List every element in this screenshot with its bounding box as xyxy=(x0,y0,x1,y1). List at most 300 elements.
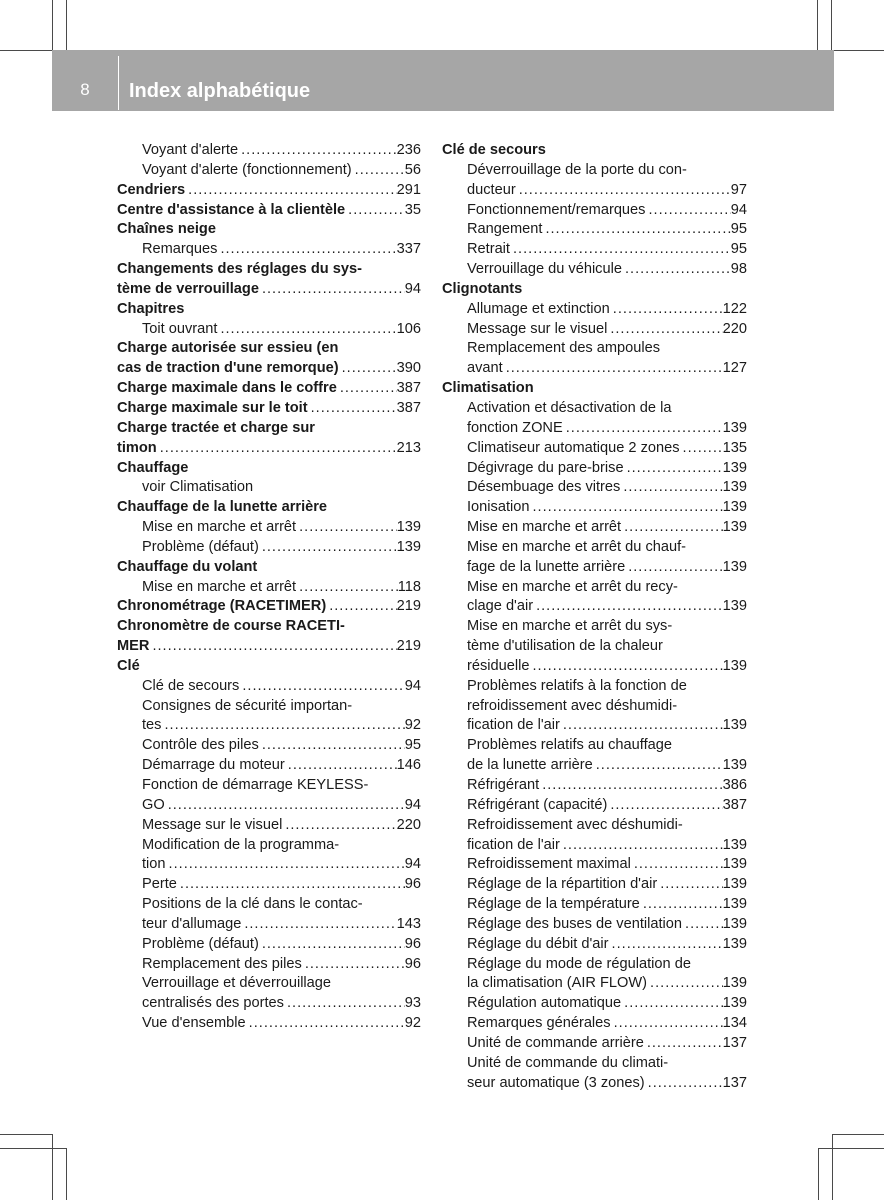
index-entry xyxy=(117,697,421,717)
index-entry xyxy=(117,955,421,975)
dot-leader xyxy=(339,359,397,379)
page-reference[interactable]: 94 xyxy=(404,796,421,813)
page-reference[interactable]: 139 xyxy=(722,419,747,436)
dot-leader xyxy=(593,756,723,776)
entry-text: Problèmes relatifs au chauffage xyxy=(467,737,672,754)
page-title: Index alphabétique xyxy=(129,80,311,102)
index-entry xyxy=(117,875,421,895)
index-entry xyxy=(117,399,421,419)
entry-text: Clignotants xyxy=(442,280,523,297)
index-entry xyxy=(442,339,747,359)
index-entry xyxy=(117,498,421,518)
index-column-left xyxy=(117,141,421,1034)
page-reference[interactable]: 97 xyxy=(730,181,747,198)
index-entry xyxy=(442,955,747,975)
index-entry xyxy=(117,836,421,856)
dot-leader xyxy=(239,677,404,697)
index-entry xyxy=(442,716,747,736)
page-reference[interactable]: 139 xyxy=(722,657,747,674)
dot-leader xyxy=(259,538,397,558)
dot-leader xyxy=(296,518,397,538)
index-entry xyxy=(117,855,421,875)
entry-text: Contrôle des piles xyxy=(142,737,259,754)
entry-text: Refroidissement maximal xyxy=(467,856,631,873)
index-entry xyxy=(442,459,747,479)
dot-leader xyxy=(682,915,723,935)
index-entry xyxy=(442,518,747,538)
index-entry xyxy=(442,260,747,280)
entry-text: Démarrage du moteur xyxy=(142,757,285,774)
index-entry xyxy=(117,935,421,955)
entry-text: Déverrouillage de la porte du con- xyxy=(467,161,687,178)
dot-leader xyxy=(285,756,397,776)
entry-text: Voyant d'alerte (fonctionnement) xyxy=(142,161,352,178)
index-entry xyxy=(117,816,421,836)
index-entry xyxy=(117,220,421,240)
entry-text: Positions de la clé dans le contac- xyxy=(142,896,363,913)
entry-text: Allumage et extinction xyxy=(467,300,610,317)
entry-text: Réglage du débit d'air xyxy=(467,935,609,952)
page-reference[interactable]: 35 xyxy=(404,201,421,218)
index-entry xyxy=(117,895,421,915)
page-reference[interactable]: 390 xyxy=(396,360,421,377)
entry-text: Verrouillage et déverrouillage xyxy=(142,975,332,992)
dot-leader xyxy=(645,1074,723,1094)
index-entry xyxy=(442,915,747,935)
page-reference[interactable]: 106 xyxy=(396,320,421,337)
crop-mark xyxy=(818,1148,819,1200)
dot-leader xyxy=(516,181,731,201)
page-reference[interactable]: 94 xyxy=(404,856,421,873)
crop-mark xyxy=(0,1134,52,1135)
page-reference[interactable]: 95 xyxy=(404,737,421,754)
entry-text: Climatisation xyxy=(442,380,534,397)
page-reference[interactable]: 56 xyxy=(404,161,421,178)
page-reference[interactable]: 337 xyxy=(396,241,421,258)
index-entry xyxy=(442,1014,747,1034)
dot-leader xyxy=(259,935,405,955)
dot-leader xyxy=(345,201,405,221)
index-entry xyxy=(117,518,421,538)
page-reference[interactable]: 219 xyxy=(396,638,421,655)
page-reference[interactable]: 146 xyxy=(396,757,421,774)
index-entry xyxy=(442,697,747,717)
entry-text: Remarques générales xyxy=(467,1015,611,1032)
dot-leader xyxy=(510,240,731,260)
entry-text: Réfrigérant (capacité) xyxy=(467,796,608,813)
index-entry xyxy=(117,260,421,280)
entry-text: Remarques xyxy=(142,241,218,258)
page-reference[interactable]: 139 xyxy=(722,935,747,952)
entry-text: Chauffage de la lunette arrière xyxy=(117,499,328,516)
index-entry xyxy=(442,181,747,201)
index-entry xyxy=(117,597,421,617)
entry-text: tème d'utilisation de la chaleur xyxy=(467,638,663,655)
entry-text: Perte xyxy=(142,876,177,893)
dot-leader xyxy=(326,597,396,617)
page-reference[interactable]: 92 xyxy=(404,717,421,734)
index-entry xyxy=(117,657,421,677)
index-entry xyxy=(117,201,421,221)
entry-text: Clé de secours xyxy=(142,677,240,694)
index-entry xyxy=(442,478,747,498)
entry-text: Réglage de la température xyxy=(467,896,640,913)
index-entry xyxy=(442,935,747,955)
index-entry xyxy=(117,300,421,320)
index-entry xyxy=(117,1014,421,1034)
entry-text: avant xyxy=(467,360,503,377)
dot-leader xyxy=(624,459,723,479)
page-reference[interactable]: 139 xyxy=(722,757,747,774)
entry-text: Réfrigérant xyxy=(467,777,540,793)
dot-leader xyxy=(657,875,722,895)
dot-leader xyxy=(217,320,396,340)
index-entry xyxy=(117,181,421,201)
page-reference[interactable]: 139 xyxy=(722,995,747,1012)
index-entry xyxy=(117,756,421,776)
index-entry xyxy=(442,320,747,340)
page-reference[interactable]: 139 xyxy=(722,856,747,873)
dot-leader xyxy=(259,736,405,756)
entry-text: Chronomètre de course RACETI- xyxy=(117,618,345,635)
dot-leader xyxy=(625,558,722,578)
crop-mark xyxy=(817,0,818,50)
dot-leader xyxy=(560,716,723,736)
index-entry xyxy=(117,538,421,558)
entry-text: GO xyxy=(142,796,165,813)
page-reference[interactable]: 127 xyxy=(722,360,747,377)
dot-leader xyxy=(282,816,396,836)
entry-text: Chauffage du volant xyxy=(117,558,258,575)
index-entry xyxy=(117,776,421,796)
entry-text: Mise en marche et arrêt xyxy=(142,519,297,536)
index-entry xyxy=(442,161,747,181)
entry-text: Changements des réglages du sys- xyxy=(117,261,362,278)
entry-text: Chapitres xyxy=(117,300,185,317)
index-entry xyxy=(117,141,421,161)
entry-text: Mise en marche et arrêt du recy- xyxy=(467,578,678,595)
entry-text: Mise en marche et arrêt xyxy=(467,519,622,536)
page-reference[interactable]: 93 xyxy=(404,995,421,1012)
page-reference[interactable]: 122 xyxy=(722,300,747,317)
page-reference[interactable]: 139 xyxy=(396,538,421,555)
page-reference[interactable]: 139 xyxy=(722,915,747,932)
entry-text: Remplacement des ampoules xyxy=(467,340,661,357)
dot-leader xyxy=(284,994,405,1014)
index-entry xyxy=(442,439,747,459)
entry-text: Dégivrage du pare-brise xyxy=(467,459,624,476)
dot-leader xyxy=(238,141,397,161)
index-column-right xyxy=(442,141,747,1094)
index-entry xyxy=(117,736,421,756)
index-entry xyxy=(442,141,747,161)
page-reference[interactable]: 134 xyxy=(722,1015,747,1032)
index-entry xyxy=(442,756,747,776)
entry-text: clage d'air xyxy=(467,598,534,615)
entry-text: Problèmes relatifs à la fonction de xyxy=(467,677,687,694)
entry-text: Toit ouvrant xyxy=(142,320,218,337)
crop-mark xyxy=(818,1148,884,1149)
entry-text: Charge maximale sur le toit xyxy=(117,399,308,416)
index-entry xyxy=(442,657,747,677)
dot-leader xyxy=(296,578,398,598)
index-entry xyxy=(442,1054,747,1074)
dot-leader xyxy=(560,836,723,856)
entry-text: Activation et désactivation de la xyxy=(467,399,672,416)
entry-text: Climatiseur automatique 2 zones xyxy=(467,439,680,456)
index-entry xyxy=(442,201,747,221)
dot-leader xyxy=(259,280,405,300)
dot-leader xyxy=(563,419,723,439)
page-reference[interactable]: 219 xyxy=(396,598,421,615)
entry-text: Chauffage xyxy=(117,459,189,476)
index-entry xyxy=(442,558,747,578)
index-entry xyxy=(117,558,421,578)
entry-text: Message sur le visuel xyxy=(467,320,608,337)
index-entry xyxy=(442,359,747,379)
dot-leader xyxy=(302,955,405,975)
entry-text: Charge tractée et charge sur xyxy=(117,419,315,436)
entry-text: MER xyxy=(117,638,150,655)
page-reference[interactable]: 139 xyxy=(722,519,747,536)
dot-leader xyxy=(640,895,723,915)
entry-text: Chaînes neige xyxy=(117,221,216,238)
index-entry xyxy=(442,617,747,637)
entry-text: Fonction de démarrage KEYLESS- xyxy=(142,777,369,793)
index-entry xyxy=(442,538,747,558)
entry-text: la climatisation (AIR FLOW) xyxy=(467,975,648,992)
entry-text: Réglage de la répartition d'air xyxy=(467,876,658,893)
index-entry xyxy=(117,320,421,340)
index-entry xyxy=(442,796,747,816)
index-entry xyxy=(117,419,421,439)
dot-leader xyxy=(177,875,405,895)
entry-text: Centre d'assistance à la clientèle xyxy=(117,201,346,218)
page-reference[interactable]: 139 xyxy=(722,717,747,734)
index-entry xyxy=(442,776,747,796)
entry-text: tes xyxy=(142,717,162,734)
entry-text: timon xyxy=(117,439,157,456)
dot-leader xyxy=(539,776,722,796)
index-entry xyxy=(117,617,421,637)
entry-text: Retrait xyxy=(467,241,510,258)
entry-text: Refroidissement avec déshumidi- xyxy=(467,816,683,833)
page-reference[interactable]: 118 xyxy=(397,578,421,595)
entry-text: Unité de commande du climati- xyxy=(467,1054,669,1071)
dot-leader xyxy=(161,716,404,736)
index-entry xyxy=(442,300,747,320)
dot-leader xyxy=(645,201,730,221)
dot-leader xyxy=(607,320,722,340)
entry-text: fonction ZONE xyxy=(467,419,563,436)
index-entry xyxy=(117,796,421,816)
page-reference[interactable]: 139 xyxy=(722,558,747,575)
crop-mark xyxy=(52,1134,53,1200)
page-reference[interactable]: 92 xyxy=(404,1015,421,1032)
index-entry xyxy=(442,875,747,895)
page-reference[interactable]: 137 xyxy=(722,1074,747,1091)
page-reference[interactable]: 96 xyxy=(404,955,421,972)
dot-leader xyxy=(157,439,397,459)
entry-text: Mise en marche et arrêt xyxy=(142,578,297,595)
dot-leader xyxy=(631,855,723,875)
entry-text: Unité de commande arrière xyxy=(467,1034,644,1051)
crop-mark xyxy=(66,0,67,50)
dot-leader xyxy=(610,300,723,320)
index-entry xyxy=(442,1074,747,1094)
index-entry xyxy=(117,339,421,359)
entry-text: Régulation automatique xyxy=(467,995,622,1012)
index-entry xyxy=(117,439,421,459)
entry-text: Problème (défaut) xyxy=(142,935,259,952)
dot-leader xyxy=(165,796,405,816)
index-entry xyxy=(117,637,421,657)
index-entry xyxy=(117,478,421,498)
index-entry xyxy=(442,677,747,697)
page-reference[interactable]: 139 xyxy=(722,876,747,893)
crop-mark xyxy=(0,50,52,51)
page-reference[interactable]: 135 xyxy=(722,439,747,456)
index-entry xyxy=(442,220,747,240)
index-entry xyxy=(117,379,421,399)
dot-leader xyxy=(533,597,723,617)
crop-mark xyxy=(831,0,832,50)
page-reference[interactable]: 213 xyxy=(396,439,421,456)
entry-text: refroidissement avec déshumidi- xyxy=(467,697,678,714)
index-entry xyxy=(117,677,421,697)
index-entry xyxy=(442,597,747,617)
dot-leader xyxy=(529,657,722,677)
dot-leader xyxy=(620,478,722,498)
entry-text: Désembuage des vitres xyxy=(467,479,621,496)
page-reference[interactable]: 94 xyxy=(404,677,421,694)
crop-mark xyxy=(0,1148,66,1149)
page-reference[interactable]: 236 xyxy=(396,142,421,158)
dot-leader xyxy=(503,359,723,379)
index-entry xyxy=(442,280,747,300)
crop-mark xyxy=(52,0,53,50)
entry-text: Mise en marche et arrêt du chauf- xyxy=(467,538,687,555)
index-entry xyxy=(442,855,747,875)
index-entry xyxy=(442,399,747,419)
entry-text: Clé xyxy=(117,657,140,674)
page-reference[interactable]: 143 xyxy=(396,915,421,932)
index-entry xyxy=(117,459,421,479)
page-reference[interactable]: 98 xyxy=(730,261,747,278)
entry-text: Modification de la programma- xyxy=(142,836,340,853)
page-reference[interactable]: 220 xyxy=(722,320,747,337)
dot-leader xyxy=(542,220,730,240)
dot-leader xyxy=(185,181,397,201)
page-reference[interactable]: 386 xyxy=(722,777,747,793)
page-reference[interactable]: 220 xyxy=(396,816,421,833)
dot-leader xyxy=(621,518,723,538)
dot-leader xyxy=(611,1014,723,1034)
entry-text: Verrouillage du véhicule xyxy=(467,261,622,278)
page-reference[interactable]: 94 xyxy=(730,201,747,218)
entry-text: de la lunette arrière xyxy=(467,757,593,774)
entry-text: fication de l'air xyxy=(467,717,560,734)
entry-text: Mise en marche et arrêt du sys- xyxy=(467,618,673,635)
entry-text: Réglage du mode de régulation de xyxy=(467,955,691,972)
dot-leader xyxy=(308,399,397,419)
dot-leader xyxy=(337,379,397,399)
entry-text: Voyant d'alerte xyxy=(142,142,239,158)
crop-mark xyxy=(834,50,884,51)
page-reference[interactable]: 96 xyxy=(404,876,421,893)
index-entry xyxy=(117,915,421,935)
entry-text: Vue d'ensemble xyxy=(142,1015,246,1032)
index-entry xyxy=(442,895,747,915)
index-entry xyxy=(117,716,421,736)
entry-text: voir Climatisation xyxy=(142,479,254,496)
index-entry xyxy=(117,280,421,300)
crop-mark xyxy=(832,1134,833,1200)
index-entry xyxy=(117,974,421,994)
page-reference[interactable]: 94 xyxy=(404,280,421,297)
page-reference[interactable]: 139 xyxy=(722,896,747,913)
dot-leader xyxy=(166,855,405,875)
entry-text: Fonctionnement/remarques xyxy=(467,201,646,218)
entry-text: Message sur le visuel xyxy=(142,816,283,833)
dot-leader xyxy=(647,974,723,994)
crop-mark xyxy=(66,1148,67,1200)
page-reference[interactable]: 139 xyxy=(722,499,747,516)
page-reference[interactable]: 291 xyxy=(396,181,421,198)
entry-text: Rangement xyxy=(467,221,543,238)
dot-leader xyxy=(217,240,396,260)
page-reference[interactable]: 95 xyxy=(730,221,747,238)
page-reference[interactable]: 387 xyxy=(396,380,421,397)
header-divider xyxy=(118,56,119,110)
entry-text: fage de la lunette arrière xyxy=(467,558,626,575)
index-entry xyxy=(117,578,421,598)
index-entry xyxy=(442,498,747,518)
page-reference[interactable]: 139 xyxy=(722,975,747,992)
index-entry xyxy=(442,1034,747,1054)
entry-text: Problème (défaut) xyxy=(142,538,259,555)
entry-text: fication de l'air xyxy=(467,836,560,853)
index-entry xyxy=(117,240,421,260)
index-entry xyxy=(442,637,747,657)
dot-leader xyxy=(621,994,722,1014)
entry-text: ducteur xyxy=(467,181,516,198)
dot-leader xyxy=(680,439,723,459)
page-reference[interactable]: 139 xyxy=(722,479,747,496)
dot-leader xyxy=(529,498,722,518)
page-number: 8 xyxy=(80,80,90,99)
page-reference[interactable]: 139 xyxy=(722,459,747,476)
index-entry xyxy=(442,736,747,756)
index-entry xyxy=(442,974,747,994)
page-reference[interactable]: 387 xyxy=(396,399,421,416)
index-entry xyxy=(442,419,747,439)
page-reference[interactable]: 139 xyxy=(396,519,421,536)
entry-text: Chronométrage (RACETIMER) xyxy=(117,598,327,615)
page-reference[interactable]: 137 xyxy=(722,1034,747,1051)
page-reference[interactable]: 139 xyxy=(722,836,747,853)
page-reference[interactable]: 96 xyxy=(404,935,421,952)
page-reference[interactable]: 387 xyxy=(722,796,747,813)
crop-mark xyxy=(832,1134,884,1135)
dot-leader xyxy=(644,1034,723,1054)
page-reference[interactable]: 95 xyxy=(730,241,747,258)
index-entry xyxy=(442,994,747,1014)
dot-leader xyxy=(241,915,396,935)
entry-text: Charge autorisée sur essieu (en xyxy=(117,340,339,357)
page-reference[interactable]: 139 xyxy=(722,598,747,615)
index-entry xyxy=(117,359,421,379)
